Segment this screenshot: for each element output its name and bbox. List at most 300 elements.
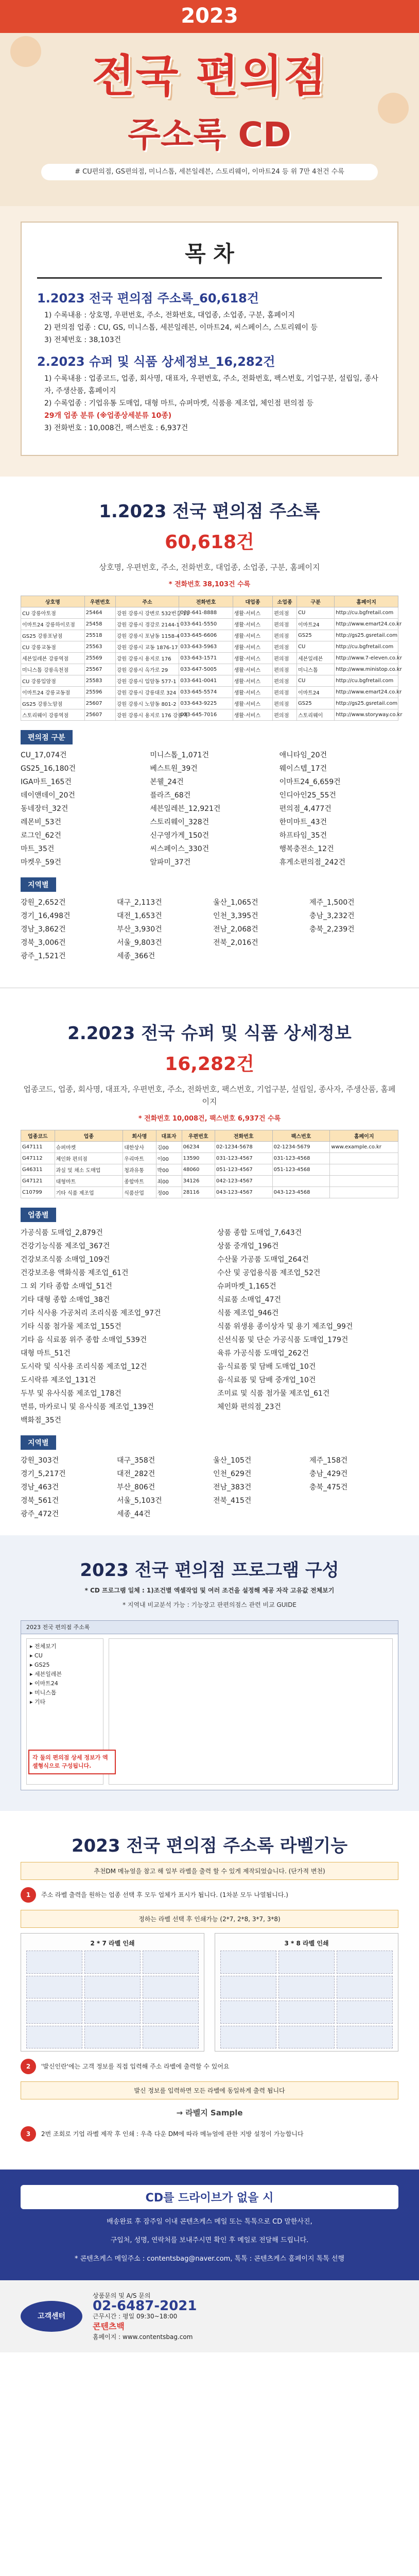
hero-year: 2023 (181, 4, 238, 28)
region-item: 대구_2,113건 (117, 899, 162, 907)
region-item: 경남_463건 (21, 1483, 59, 1492)
table-body (21, 1142, 398, 1198)
footer-company: 콘텐츠백 (93, 2321, 125, 2331)
sample-table (21, 596, 403, 721)
toc-item-line: 1) 수록내용 : 상호명, 우편번호, 주소, 전화번호, 대업종, 소업종, 구분, 홈페이지 (44, 311, 295, 319)
label-step (21, 1887, 398, 1903)
brand-item: 알파미_37건 (150, 858, 191, 867)
region-item: 제주_1,500건 (309, 899, 355, 907)
table-cell (330, 1187, 398, 1198)
section-count: 60,618건 (165, 532, 254, 553)
table-cell: 25464 (84, 607, 115, 619)
industry-item: 조미료 및 식품 첨가물 제조업_61건 (217, 1389, 330, 1398)
labels-intro: 추천DM 메뉴얼을 참고 해 일부 라벨을 출력 할 수 있게 제작되었습니다. (단가적 변천) (21, 1862, 398, 1880)
region-item: 충북_2,239건 (309, 925, 355, 934)
region-item: 인천_629건 (213, 1470, 252, 1478)
table-header-cell: 업종 (55, 1130, 123, 1142)
table-row (21, 698, 398, 709)
region-item: 전북_2,016건 (213, 939, 258, 947)
table-cell: 34126 (182, 1176, 215, 1187)
step-note: 정하는 라벨 선택 후 인쇄가능 (2*7, 2*8, 3*7, 3*8) (21, 1910, 398, 1928)
toc-item (37, 288, 382, 346)
table-cell: 생활·서비스 (233, 675, 273, 687)
table-cell: 기타 식품 제조업 (55, 1187, 123, 1198)
table-cell: 체인화 편의점 (55, 1153, 123, 1164)
table-cell: 생활·서비스 (233, 630, 273, 641)
industry-list (21, 1227, 398, 1426)
brand-item: 휴게소편의점_242건 (279, 858, 346, 867)
table-cell: http://www.ministop.co.kr (335, 664, 398, 675)
brand-item: 플라즈_68건 (150, 791, 191, 800)
table-cell: CU (296, 607, 334, 619)
table-cell (272, 1176, 330, 1187)
industry-item: 기타 음 식료품 위주 종합 소매업_539건 (21, 1336, 147, 1344)
toc-item-line: 2) 수록업종 : 기업유통 도매업, 대형 마트, 슈퍼마켓, 식품용 제조업, 체인점 편의점 등 (44, 399, 314, 408)
brand-item: GS25_16,180건 (21, 765, 76, 773)
industry-item: 상품 종합 도매업_7,643건 (217, 1229, 302, 1237)
program-section (0, 1535, 419, 1811)
brand-item: 인디아인25_55건 (279, 791, 336, 800)
table-cell: 강원 강릉시 경강로 2144-1 (115, 619, 179, 630)
table-cell: 우리마트 (123, 1153, 156, 1164)
table-cell: www.example.co.kr (330, 1142, 398, 1153)
table-cell: 강원 강릉시 용지로 176 (115, 653, 179, 664)
table-cell: 031-123-4568 (272, 1153, 330, 1164)
table-cell: 강원 강릉시 노암동 801-2 (115, 698, 179, 709)
section-description: 상호명, 우편번호, 주소, 전화번호, 대업종, 소업종, 구분, 홈페이지 (99, 563, 320, 572)
table-cell: 25583 (84, 675, 115, 687)
table-cell: 박00 (156, 1164, 182, 1176)
brand-item: IGA마트_165건 (21, 778, 72, 786)
table-cell: 편의점 (273, 607, 297, 619)
industry-item: 체인화 편의점_23건 (217, 1403, 281, 1411)
table-cell: 강원 강릉시 강릉대로 324 (115, 687, 179, 698)
table-cell: http://cu.bgfretail.com (335, 607, 398, 619)
step-text: 2번 조회로 기업 라벨 제작 후 인쇄 : 우측 다운 DM에 따라 메뉴얼에 관한 지방 설정이 가능합니다 (41, 2130, 304, 2138)
brand-item: 한미마트_43건 (279, 818, 327, 826)
brand-item: 이마트24_6,659건 (279, 778, 341, 786)
table-header-cell: 대업종 (233, 596, 273, 607)
table-header-cell: 팩스번호 (272, 1130, 330, 1142)
table-cell: 033-643-9225 (179, 698, 233, 709)
table-cell: 스토리웨이 강릉역점 (21, 709, 85, 721)
label-step (21, 2126, 398, 2142)
table-cell: 생활·서비스 (233, 709, 273, 721)
table-header-cell: 소업종 (273, 596, 297, 607)
program-tree-item[interactable]: ▸ 이마트24 (30, 1680, 58, 1687)
region-item: 대전_1,653건 (117, 912, 162, 920)
table-cell: 종합마트 (123, 1176, 156, 1187)
industry-item: 도시락류 제조업_131건 (21, 1376, 96, 1384)
table-cell: G46311 (21, 1164, 55, 1176)
industry-item: 슈퍼마켓_1,165건 (217, 1282, 276, 1291)
industry-item: 건강보조용 액화식품 제조업_61건 (21, 1269, 129, 1277)
region-item: 부산_3,930건 (117, 925, 162, 934)
table-cell: 편의점 (273, 630, 297, 641)
table-cell: G47111 (21, 1142, 55, 1153)
brand-item: 웨이스텝_17건 (279, 765, 327, 773)
table-row (21, 641, 398, 653)
brand-list (21, 750, 398, 868)
brand-item: 레몬비_53건 (21, 818, 61, 826)
brand-item: 미니스톱_1,071건 (150, 751, 210, 759)
program-note: * CD 프로그램 일체 : 1)조건별 엑셀작업 및 여러 조건을 설정해 제공 자작 고유값 전체보기 (84, 1587, 335, 1594)
table-cell: 대한상사 (123, 1142, 156, 1153)
table-cell: 생활·서비스 (233, 641, 273, 653)
table-cell: 02-1234-5678 (215, 1142, 272, 1153)
toc-item-title: 1.2023 전국 편의점 주소록_60,618건 (37, 291, 259, 306)
industry-item: 가공식품 도매업_2,879건 (21, 1229, 103, 1237)
region-tag: 지역별 (21, 1435, 56, 1450)
program-callout: 각 둘의 편의점 상세 정보가 엑셀형식으로 구성됩니다. (28, 1750, 116, 1774)
industry-item: 기타 대형 종합 소매업_38건 (21, 1296, 110, 1304)
table-cell: 25567 (84, 664, 115, 675)
table-cell: 06234 (182, 1142, 215, 1153)
info-text: 배송완료 후 잠주일 이내 콘텐츠케스 메일 또는 톡톡으로 CD 말한사진, (107, 2218, 312, 2226)
table-cell: 033-643-1571 (179, 653, 233, 664)
brand-item: 씨스페이스_330건 (150, 845, 210, 853)
table-header-cell: 홈페이지 (330, 1130, 398, 1142)
footer-site[interactable]: 홈페이지 : www.contentsbag.com (93, 2333, 193, 2341)
industry-item: 그 외 기타 종합 소매업_51건 (21, 1282, 112, 1291)
label-sheet-caption: 2 * 7 라벨 인쇄 (90, 1940, 135, 1947)
table-cell: http://gs25.gsretail.com (335, 698, 398, 709)
brand-tag: 편의점 구분 (21, 730, 73, 744)
table-cell: CU 강릉아토점 (21, 607, 85, 619)
table-cell: 식품산업 (123, 1187, 156, 1198)
table-cell: 13590 (182, 1153, 215, 1164)
table-row (21, 607, 398, 619)
industry-item: 식료품 소매업_47건 (217, 1296, 281, 1304)
table-cell: 과실 및 채소 도매업 (55, 1164, 123, 1176)
region-item: 서울_9,803건 (117, 939, 162, 947)
table-row (21, 1142, 398, 1153)
region-item: 경기_16,498건 (21, 912, 71, 920)
region-item: 대구_358건 (117, 1456, 155, 1465)
hero-banner (0, 0, 419, 206)
region-item: 강원_303건 (21, 1456, 59, 1465)
table-row (21, 1187, 398, 1198)
table-header-cell: 회사명 (123, 1130, 156, 1142)
region-item: 서울_5,103건 (117, 1497, 162, 1505)
industry-item: 건강기능식품 제조업_367건 (21, 1242, 110, 1250)
label-sample-caption: → 라벨지 Sample (176, 2108, 243, 2117)
section-note: * 전화번호 10,008건, 팩스번호 6,937건 수록 (138, 1115, 281, 1123)
table-cell: C10799 (21, 1187, 55, 1198)
table-cell: 25569 (84, 653, 115, 664)
table-cell: 이마트24 강릉하이로점 (21, 619, 85, 630)
region-item: 대전_282건 (117, 1470, 155, 1478)
program-tree-item[interactable]: ▸ 세븐일레븐 (30, 1671, 62, 1677)
table-cell: GS25 강릉포남점 (21, 630, 85, 641)
table-cell: http://gs25.gsretail.com (335, 630, 398, 641)
table-cell: 편의점 (273, 698, 297, 709)
table-cell: 편의점 (273, 709, 297, 721)
table-cell: 033-645-5574 (179, 687, 233, 698)
table-cell: 편의점 (273, 687, 297, 698)
table-cell: 강원 강릉시 옥가로 29 (115, 664, 179, 675)
table-cell: GS25 (296, 630, 334, 641)
table-cell: 생활·서비스 (233, 698, 273, 709)
brand-item: 편의점_4,477건 (279, 805, 331, 813)
table-header-cell: 상호명 (21, 596, 85, 607)
industry-item: 상품 중개업_196건 (217, 1242, 279, 1250)
hero-subtitle: 주소록 CD (128, 115, 291, 155)
table-cell: 강원 강릉시 용지로 176 강릉역 (115, 709, 179, 721)
table-cell: CU 강릉입암점 (21, 675, 85, 687)
region-item (309, 1509, 398, 1520)
info-text: * 콘텐츠케스 메일주소 : contentsbag@naver.com, 톡톡 : 콘텐츠케스 홈페이지 톡톡 선행 (74, 2255, 345, 2263)
program-screenshot (21, 1620, 398, 1790)
region-item (309, 937, 398, 948)
table-cell: 편의점 (273, 675, 297, 687)
table-cell: 25596 (84, 687, 115, 698)
industry-item: 두부 및 유사식품 제조업_178건 (21, 1389, 121, 1398)
section-convenience-store (0, 477, 419, 977)
table-cell: 생활·서비스 (233, 664, 273, 675)
table-cell: 043-123-4567 (215, 1187, 272, 1198)
region-item: 울산_1,065건 (213, 899, 258, 907)
industry-item: 식품 위생용 종이상자 및 용기 제조업_99건 (217, 1323, 353, 1331)
region-item: 세종_44건 (117, 1510, 151, 1518)
table-cell: 051-123-4568 (272, 1164, 330, 1176)
table-cell: 김00 (156, 1142, 182, 1153)
hero-tagline: # CU편의점, GS편의점, 미니스톱, 세븐일레븐, 스토리웨이, 이마트24 등 위 7만 4천건 수록 (41, 164, 378, 180)
industry-item: 음·식료품 및 담배 중개업_10건 (217, 1376, 316, 1384)
brand-item: 애니타임_20건 (279, 751, 327, 759)
table-cell: 033-647-5005 (179, 664, 233, 675)
table-header-cell: 전화번호 (179, 596, 233, 607)
table-cell: http://cu.bgfretail.com (335, 641, 398, 653)
toc-item-highlight: 29개 업종 분류 (※업종상세분류 10종) (44, 412, 172, 420)
brand-item: 행복충전소_12건 (279, 845, 334, 853)
table-cell: 25563 (84, 641, 115, 653)
section-count: 16,282건 (165, 1054, 254, 1075)
table-cell: 031-123-4567 (215, 1153, 272, 1164)
region-list (21, 897, 398, 962)
table-row (21, 653, 398, 664)
footer (0, 2280, 419, 2352)
table-cell: 25458 (84, 619, 115, 630)
table-row (21, 709, 398, 721)
region-item: 전북_415건 (213, 1497, 252, 1505)
region-item: 경남_3,862건 (21, 925, 66, 934)
industry-tag: 업종별 (21, 1208, 56, 1222)
table-cell: 강원 강릉시 입암동 577-1 (115, 675, 179, 687)
region-item (309, 951, 398, 962)
table-cell: http://www.emart24.co.kr (335, 687, 398, 698)
region-item: 강원_2,652건 (21, 899, 66, 907)
label-sheet-caption: 3 * 8 라벨 인쇄 (284, 1940, 329, 1947)
table-cell: 25607 (84, 698, 115, 709)
table-cell: 이00 (156, 1153, 182, 1164)
industry-item: 대형 마트_51건 (21, 1349, 71, 1358)
industry-item: 신선식품 및 단순 가공식품 도매업_179건 (217, 1336, 348, 1344)
step-text: 주소 라벨 출력을 원하는 업종 선택 후 모두 업체가 표시가 됩니다. (1차분 모두 나열됩니다.) (41, 1891, 288, 1899)
industry-item: 면류, 마카로니 및 유사식품 제조업_139건 (21, 1403, 154, 1411)
table-cell: 미니스톱 (296, 664, 334, 675)
table-cell: http://www.storyway.co.kr (335, 709, 398, 721)
footer-label: 상품문의 및 A/S 문의 (93, 2292, 151, 2299)
brand-item: 마트_35건 (21, 845, 55, 853)
table-cell: 편의점 (273, 619, 297, 630)
table-row (21, 1153, 398, 1164)
region-item: 세종_366건 (117, 952, 155, 960)
region-item: 경기_5,217건 (21, 1470, 66, 1478)
region-item: 전남_383건 (213, 1483, 252, 1492)
labels-section (0, 1811, 419, 2170)
table-cell: GS25 (296, 698, 334, 709)
industry-item (217, 1415, 398, 1426)
table-cell: 033-645-7016 (179, 709, 233, 721)
table-cell: 이마트24 (296, 619, 334, 630)
table-cell: 033-641-8888 (179, 607, 233, 619)
table-header-row (21, 1130, 398, 1142)
toc-item-title: 2.2023 슈퍼 및 식품 상세정보_16,282건 (37, 354, 275, 369)
region-item: 광주_1,521건 (21, 952, 66, 960)
region-item: 경북_3,006건 (21, 939, 66, 947)
brand-item: 로그인_62건 (21, 832, 61, 840)
industry-item: 도시락 및 식사용 조리식품 제조업_12건 (21, 1363, 147, 1371)
toc-heading: 목 차 (37, 233, 382, 279)
label-cells (26, 1951, 199, 2048)
table-cell: 25607 (84, 709, 115, 721)
table-cell: 슈퍼마켓 (55, 1142, 123, 1153)
region-item (309, 1495, 398, 1506)
region-item: 부산_806건 (117, 1483, 155, 1492)
table-body (21, 607, 403, 721)
brand-item: 세븐일레븐_12,921건 (150, 805, 221, 813)
table-cell: 스토리웨이 (296, 709, 334, 721)
program-tree-item[interactable]: ▸ GS25 (30, 1662, 50, 1668)
table-header-cell: 대표자 (156, 1130, 182, 1142)
industry-item: 수산 및 공업용식품 제조업_52건 (217, 1269, 321, 1277)
step-number: 1 (21, 1887, 36, 1903)
footer-contact (93, 2291, 398, 2342)
brand-item: 본웰_24건 (150, 778, 184, 786)
program-grid (109, 1638, 393, 1785)
toc-item-line: 2) 편의점 업종 : CU, GS, 미니스톱, 세븐일레븐, 이마트24, 씨스페이스, 스토리웨이 등 (44, 324, 318, 332)
table-cell: 051-123-4567 (215, 1164, 272, 1176)
region-item: 충북_475건 (309, 1483, 348, 1492)
table-cell: 편의점 (273, 653, 297, 664)
table-cell: http://www.emart24.co.kr (335, 619, 398, 630)
table-cell: 생활·서비스 (233, 687, 273, 698)
region-item: 전남_2,068건 (213, 925, 258, 934)
brand-item: 신구영가게_150건 (150, 832, 210, 840)
region-item: 인천_3,395건 (213, 912, 258, 920)
table-cell: 033-641-0041 (179, 675, 233, 687)
table-cell: 청과유통 (123, 1164, 156, 1176)
table-header-cell: 우편번호 (84, 596, 115, 607)
label-cells (220, 1951, 393, 2048)
table-cell: 생활·서비스 (233, 653, 273, 664)
table-cell (330, 1153, 398, 1164)
region-item (213, 951, 302, 962)
table-row (21, 630, 398, 641)
info-text: 구입처, 성명, 연락처를 보내주시면 확인 후 메일로 전달해 드립니다. (110, 2236, 309, 2244)
region-item: 울산_105건 (213, 1456, 252, 1465)
sample-table (21, 1130, 398, 1198)
program-tree-item[interactable]: ▸ 미니스톱 (30, 1689, 57, 1696)
table-cell: 042-123-4567 (215, 1176, 272, 1187)
table-cell: 강원 강릉시 포남동 1158-4 (115, 630, 179, 641)
table-cell: 02-1234-5679 (272, 1142, 330, 1153)
brand-item: 마켓우_59건 (21, 858, 61, 867)
region-item (213, 1509, 302, 1520)
section-title: 2023 전국 편의점 주소록 라벨기능 (71, 1836, 348, 1856)
step-note: 발신 정보를 입력하면 모든 라벨에 동일하게 출력 됩니다 (21, 2081, 398, 2099)
brand-item: 하프타임_35건 (279, 832, 327, 840)
hero-title: 전국 편의점 (92, 50, 327, 102)
program-note: * 지역내 비교분석 가능 : 기능장고 판편의점스 관련 비교 GUIDE (123, 1601, 296, 1608)
brand-item: CU_17,074건 (21, 751, 67, 759)
table-row (21, 664, 398, 675)
table-cell: http://cu.bgfretail.com (335, 675, 398, 687)
toc-item-line: 1) 수록내용 : 업종코드, 업종, 회사명, 대표자, 우편번호, 주소, 전화번호, 팩스번호, 기업구분, 설립일, 종사자, 주생산품, 홈페이지 (44, 375, 378, 395)
section-note: * 전화번호 38,103건 수록 (168, 581, 251, 588)
footer-hours: 근무시간 : 평일 09:30~18:00 (93, 2313, 178, 2320)
table-cell: 세븐일레븐 강릉역점 (21, 653, 85, 664)
table-row (21, 619, 398, 630)
label-sheet (21, 1933, 204, 2052)
table-cell: 강원 강릉시 교동 1876-17 (115, 641, 179, 653)
toc-item-line: 3) 전체번호 : 38,103건 (44, 336, 121, 344)
program-tree-item[interactable]: ▸ 기타 (30, 1699, 46, 1705)
table-cell: CU 강릉교동점 (21, 641, 85, 653)
program-tree-item[interactable]: ▸ 전체보기 (30, 1643, 57, 1650)
cd-info-section (0, 2170, 419, 2280)
table-cell: 최00 (156, 1176, 182, 1187)
table-cell: 생활·서비스 (233, 607, 273, 619)
table-cell: 043-123-4568 (272, 1187, 330, 1198)
section-title: 2023 전국 편의점 프로그램 구성 (80, 1560, 339, 1581)
industry-item: 음·식료품 및 담배 도매업_10건 (217, 1363, 316, 1371)
section-description: 업종코드, 업종, 회사명, 대표자, 우편번호, 주소, 전화번호, 팩스번호, 기업구분, 설립일, 종사자, 주생산품, 홈페이지 (23, 1084, 396, 1106)
table-cell: 이마트24 강릉교동점 (21, 687, 85, 698)
toc-card (21, 222, 398, 456)
info-title: CD를 드라이브가 없을 시 (21, 2185, 398, 2209)
customer-center-logo: 고객센터 (21, 2301, 82, 2332)
table-cell: 미니스톱 강릉옥천점 (21, 664, 85, 675)
table-cell: CU (296, 641, 334, 653)
table-of-contents (0, 206, 419, 477)
table-cell: 033-641-5550 (179, 619, 233, 630)
footer-phone[interactable]: 02-6487-2021 (93, 2298, 197, 2314)
table-cell: G47112 (21, 1153, 55, 1164)
industry-item: 기타 식사용 가공처리 조리식품 제조업_97건 (21, 1309, 161, 1317)
table-cell: 편의점 (273, 664, 297, 675)
step-number: 2 (21, 2059, 36, 2074)
section-supermarket (0, 998, 419, 1535)
table-header-cell: 주소 (115, 596, 179, 607)
toc-item-line: 3) 전화번호 : 10,008건, 팩스번호 : 6,937건 (44, 424, 188, 432)
industry-item: 기타 식품 첨가물 제조업_155건 (21, 1323, 121, 1331)
table-cell: 033-645-6606 (179, 630, 233, 641)
table-row (21, 1176, 398, 1187)
table-cell: http://www.7-eleven.co.kr (335, 653, 398, 664)
table-header-cell: 업종코드 (21, 1130, 55, 1142)
region-item: 충남_3,232건 (309, 912, 355, 920)
program-tree-item[interactable]: ▸ CU (30, 1652, 43, 1659)
table-cell: 정00 (156, 1187, 182, 1198)
table-cell (330, 1164, 398, 1176)
table-header-cell: 구분 (296, 596, 334, 607)
table-cell: 강원 강릉시 강변로 532번길 11 (115, 607, 179, 619)
table-cell: 이마트24 (296, 687, 334, 698)
table-row (21, 687, 398, 698)
region-item: 광주_472건 (21, 1510, 59, 1518)
